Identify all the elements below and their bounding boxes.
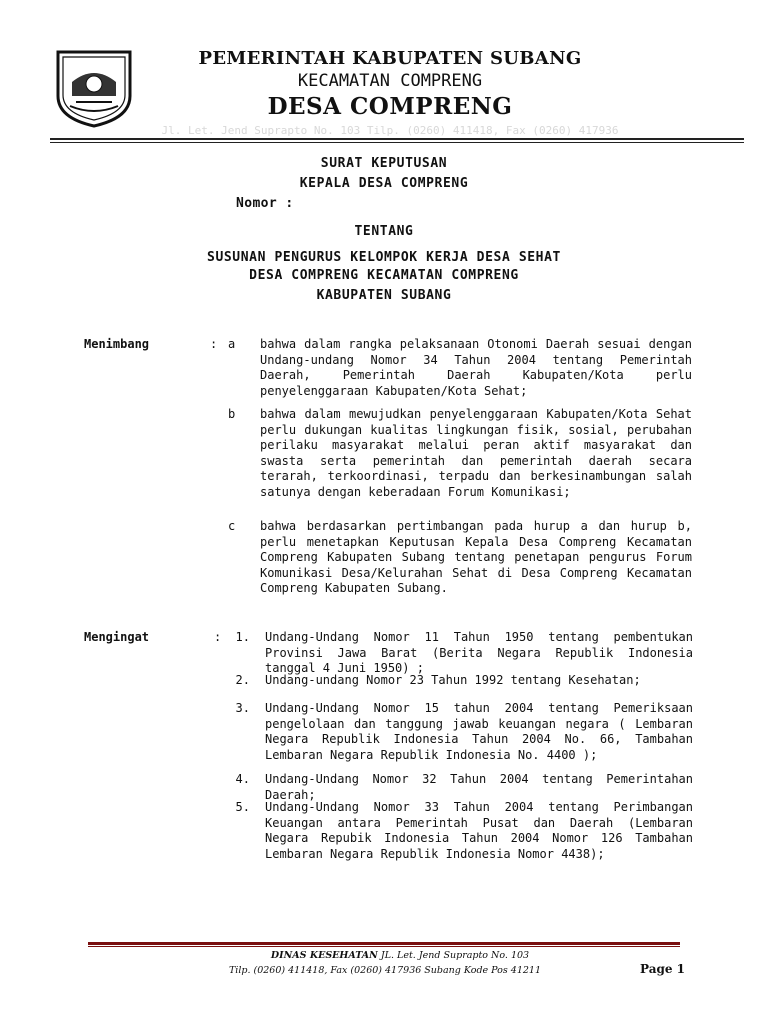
mengingat-colon: : (214, 630, 222, 644)
mengingat-number: 2. (235, 673, 250, 687)
letterhead-regency: PEMERINTAH KABUPATEN SUBANG (198, 48, 582, 69)
letterhead-divider-thin (50, 142, 744, 143)
subject-line-1: SUSUNAN PENGURUS KELOMPOK KERJA DESA SEHAT (207, 250, 561, 265)
mengingat-number: 3. (235, 701, 250, 715)
mengingat-item: Undang-undang Nomor 23 Tahun 1992 tentang Kesehatan; (265, 673, 641, 687)
footer-divider-thin (88, 946, 680, 947)
tentang-heading: TENTANG (354, 224, 414, 239)
letterhead-address: Jl. Let. Jend Suprapto No. 103 Tilp. (0260) 411418, Fax (0260) 417936 (161, 124, 619, 137)
mengingat-number: 5. (235, 800, 250, 814)
footer-contact: Tilp. (0260) 411418, Fax (0260) 417936 Subang Kode Pos 41211 (228, 965, 542, 976)
subject-line-2: DESA COMPRENG KECAMATAN COMPRENG (249, 268, 519, 283)
letterhead-district: KECAMATAN COMPRENG (297, 71, 483, 91)
page-number: Page 1 (640, 962, 686, 976)
footer-street: JL. Let. Jend Suprapto No. 103 (380, 950, 530, 961)
footer-org: DINAS KESEHATAN (270, 950, 378, 961)
regency-emblem-logo (52, 46, 136, 128)
menimbang-label: Menimbang (84, 337, 150, 351)
menimbang-colon: : (210, 337, 218, 351)
decree-issuer: KEPALA DESA COMPRENG (299, 176, 469, 191)
menimbang-item: bahwa dalam rangka pelaksanaan Otonomi Daerah sesuai dengan Undang-undang Nomor 34 Tahun 2004 tentang Pemerintah Daerah, Pemerintah Daerah Kabupaten/Kota perlu penyelenggaraan Kabupaten/Kota Sehat; (260, 337, 692, 398)
footer-divider (88, 942, 680, 945)
menimbang-item: bahwa berdasarkan pertimbangan pada hurup a dan hurup b, perlu menetapkan Keputusan Kepala Desa Compreng Kecamatan Compreng Kabupaten Subang tentang penetapan pengurus Forum Komunikasi Desa/Kelurahan Sehat di Desa Compreng Kecamatan Compreng Kabupaten Subang. (260, 519, 692, 595)
mengingat-item: Undang-Undang Nomor 15 tahun 2004 tentang Pemeriksaan pengelolaan dan tanggung jawab keuangan negara ( Lembaran Negara Republik Indonesia Tahun 2004 No. 66, Tambahan Lembaran Negara Republik Indonesia No. 4400 ); (265, 701, 693, 762)
mengingat-item: Undang-Undang Nomor 33 Tahun 2004 tentang Perimbangan Keuangan antara Pemerintah Pusat dan Daerah (Lembaran Negara Repubik Indonesia Tahun 2004 Nomor 126 Tambahan Lembaran Negara Republik Indonesia Nomor 4438); (265, 800, 693, 861)
mengingat-item: Undang-Undang Nomor 11 Tahun 1950 tentang pembentukan Provinsi Jawa Barat (Berita Negara Republik Indonesia tanggal 4 Juni 1950) ; (265, 630, 693, 675)
menimbang-marker: b (228, 407, 236, 421)
menimbang-marker: a (228, 337, 236, 351)
mengingat-number: 4. (235, 772, 250, 786)
menimbang-item: bahwa dalam mewujudkan penyelenggaraan Kabupaten/Kota Sehat perlu dukungan kualitas lingkungan fisik, sosial, perubahan perilaku masyarakat melalui peran aktif masyarakat dan swasta serta pemerintah dan pemerintah daerah secara terarah, terkoordinasi, terpadu dan berkesinambungan salah satunya dengan keberadaan Forum Komunikasi; (260, 407, 692, 499)
menimbang-marker: c (228, 519, 236, 533)
footer-address (200, 950, 600, 961)
subject-line-3: KABUPATEN SUBANG (316, 288, 452, 303)
decree-number: Nomor : (236, 196, 294, 211)
mengingat-label: Mengingat (84, 630, 150, 644)
mengingat-number: 1. (235, 630, 250, 644)
letterhead-divider (50, 138, 744, 140)
mengingat-item: Undang-Undang Nomor 32 Tahun 2004 tentang Pemerintahan Daerah; (265, 772, 693, 802)
decree-title: SURAT KEPUTUSAN (320, 156, 448, 171)
letterhead-village: DESA COMPRENG (267, 93, 513, 120)
